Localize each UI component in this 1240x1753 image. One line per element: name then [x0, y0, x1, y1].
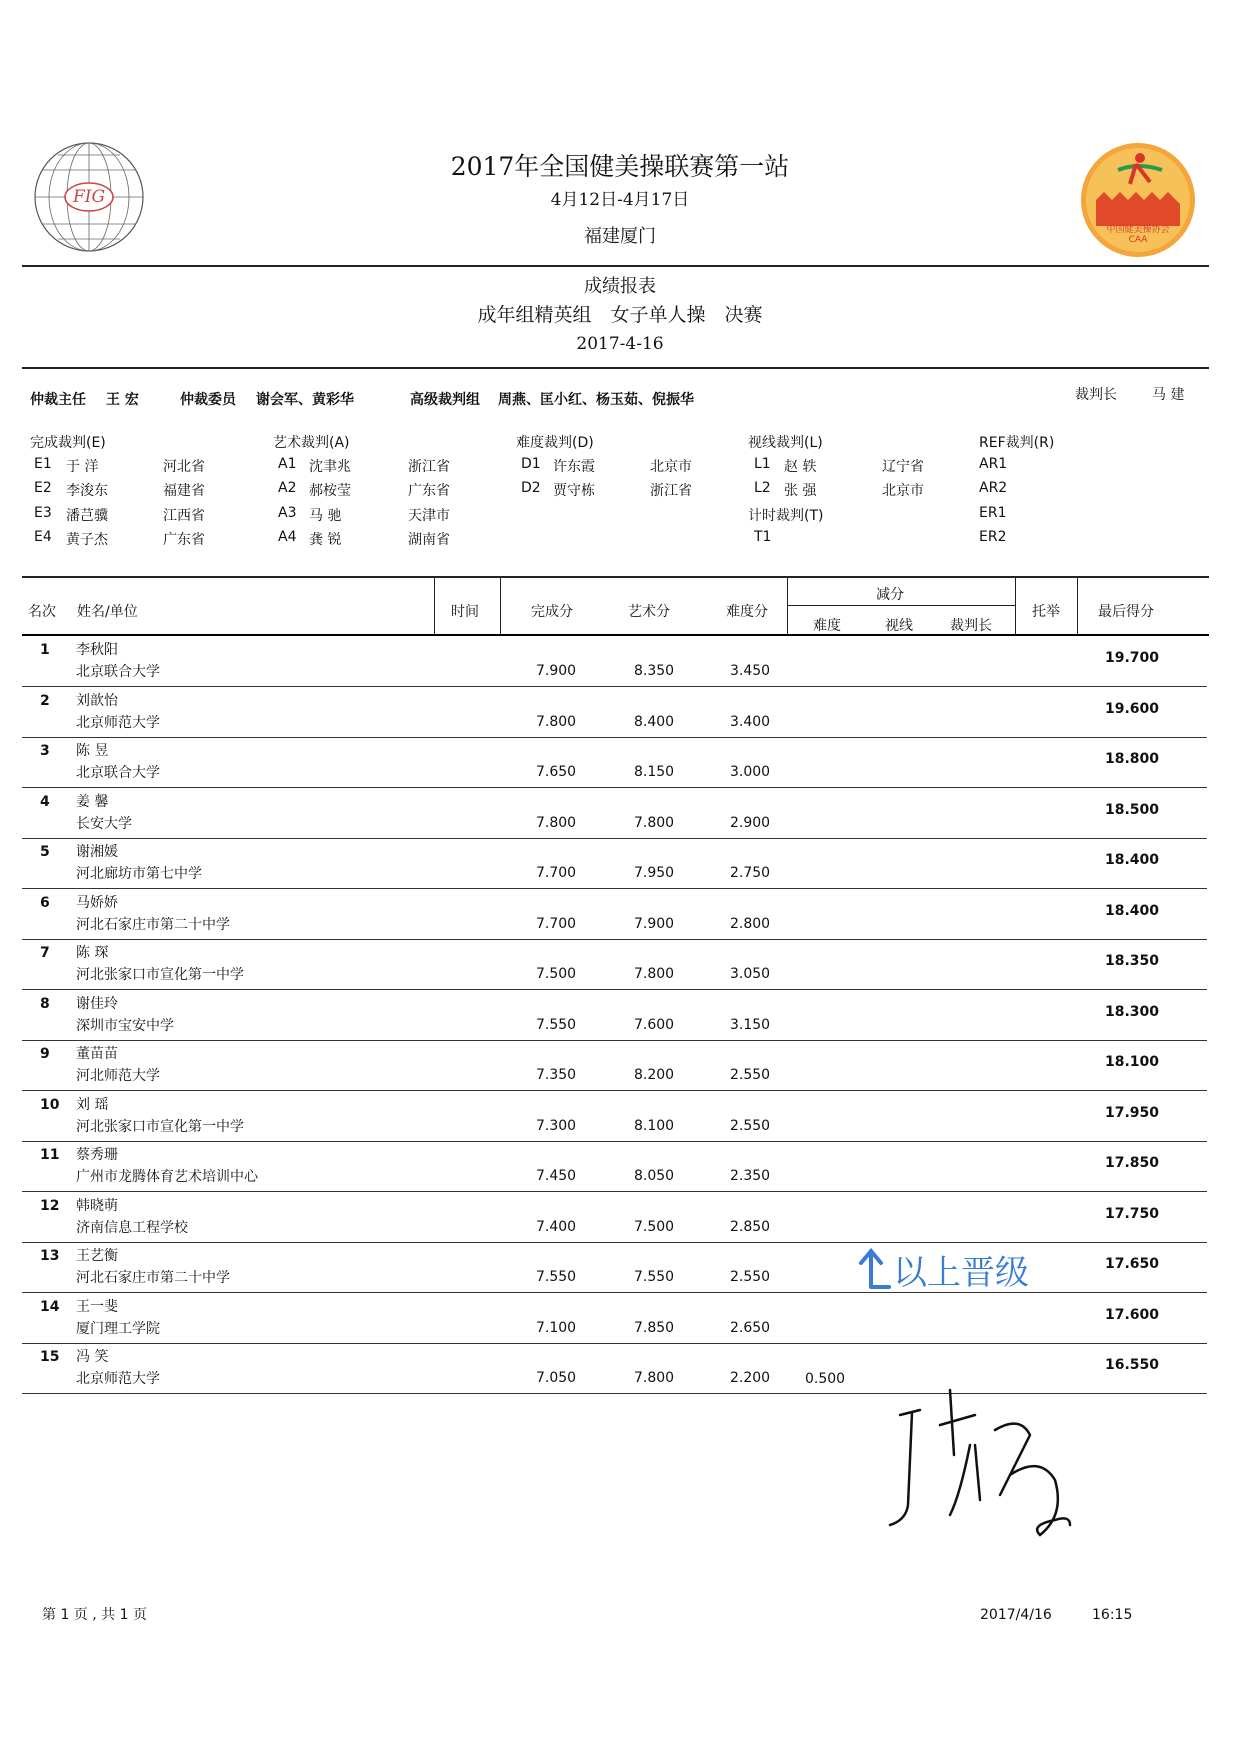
difficulty-score: 2.650	[730, 1319, 771, 1336]
judge-name: 赵 轶	[784, 459, 817, 475]
th-difficulty: 难度分	[726, 604, 768, 620]
athlete-name: 韩晓萌	[76, 1197, 118, 1214]
execution-score: 7.900	[536, 663, 577, 679]
athlete-unit: 河北张家口市宣化第一中学	[76, 1118, 244, 1135]
artistic-score: 7.850	[634, 1319, 675, 1336]
difficulty-score: 3.450	[730, 663, 771, 679]
athlete-name: 蔡秀珊	[76, 1147, 118, 1163]
final-score: 19.600	[1105, 700, 1160, 717]
final-score: 17.600	[1105, 1306, 1160, 1323]
page-number: 第 1 页 , 共 1 页	[42, 1607, 147, 1623]
difficulty-score: 3.000	[730, 764, 771, 780]
th-final: 最后得分	[1098, 604, 1154, 620]
table-row	[22, 687, 1207, 738]
caa-logo-abbr: CAA	[1128, 235, 1148, 245]
athlete-name: 冯 笑	[76, 1349, 109, 1365]
panel-label: 难度裁判(D)	[516, 435, 594, 451]
judge-code: D2	[521, 480, 541, 496]
execution-score: 7.550	[536, 1269, 577, 1285]
rank: 14	[40, 1298, 60, 1315]
table-row	[22, 737, 1207, 788]
athlete-unit: 河北廊坊市第七中学	[76, 866, 202, 882]
artistic-score: 7.600	[634, 1016, 675, 1033]
athlete-name: 王艺衡	[76, 1248, 118, 1264]
final-score: 17.850	[1105, 1155, 1160, 1171]
judge-name: 龚 锐	[309, 532, 342, 548]
judge-code: E3	[34, 505, 52, 521]
senior-panel: 周燕、匡小红、杨玉茹、倪振华	[498, 392, 694, 408]
table-row	[22, 1242, 1207, 1293]
execution-score: 7.450	[536, 1168, 577, 1184]
th-ded-difficulty: 难度	[813, 618, 841, 634]
difficulty-score: 2.850	[730, 1218, 771, 1235]
rank: 9	[40, 1046, 50, 1062]
final-score: 17.650	[1105, 1256, 1160, 1272]
rank: 6	[40, 894, 50, 911]
table-row	[22, 990, 1207, 1041]
th-rank: 名次	[28, 604, 56, 620]
table-row	[22, 889, 1207, 940]
judge-code: L2	[754, 480, 771, 496]
execution-score: 7.100	[536, 1319, 577, 1336]
report-date: 2017-4-16	[576, 334, 664, 354]
artistic-score: 8.350	[634, 663, 675, 679]
col-divider	[500, 577, 501, 634]
artistic-score: 7.800	[634, 966, 675, 982]
athlete-unit: 济南信息工程学校	[76, 1219, 188, 1236]
judge-code: AR1	[979, 456, 1008, 472]
judge-code: E2	[34, 480, 52, 496]
event-location: 福建厦门	[584, 226, 656, 247]
execution-score: 7.050	[536, 1370, 577, 1386]
artistic-score: 7.550	[634, 1269, 675, 1285]
header-divider	[22, 265, 1209, 267]
athlete-unit: 河北张家口市宣化第一中学	[76, 967, 244, 983]
jury-members-label: 仲裁委员	[180, 392, 236, 408]
fig-logo-text: FIG	[72, 187, 106, 207]
th-time: 时间	[451, 604, 479, 620]
athlete-name: 谢佳玲	[76, 995, 118, 1012]
final-score: 19.700	[1105, 650, 1160, 666]
final-score: 17.950	[1105, 1104, 1160, 1121]
judge-region: 北京市	[882, 483, 924, 499]
judge-region: 浙江省	[408, 459, 450, 475]
judge-code: E1	[34, 456, 52, 472]
execution-score: 7.300	[536, 1117, 577, 1134]
judge-code: L1	[754, 456, 771, 472]
athlete-name: 陈 琛	[76, 945, 109, 961]
athlete-unit: 河北石家庄市第二十中学	[76, 1270, 230, 1286]
judge-code: A2	[278, 480, 297, 496]
judge-region: 湖南省	[408, 532, 450, 548]
jury-chief-name: 王 宏	[106, 392, 139, 408]
artistic-score: 8.150	[634, 764, 675, 780]
print-date: 2017/4/16	[980, 1607, 1052, 1623]
print-time: 16:15	[1092, 1607, 1133, 1623]
difficulty-score: 3.150	[730, 1016, 771, 1033]
table-row	[22, 939, 1207, 990]
athlete-name: 董苗苗	[76, 1046, 118, 1062]
execution-score: 7.700	[536, 865, 577, 881]
judge-name: 贾守栋	[553, 483, 595, 499]
rank: 13	[40, 1248, 60, 1264]
table-row	[22, 1293, 1207, 1344]
rank: 10	[40, 1096, 60, 1113]
artistic-score: 7.950	[634, 865, 675, 881]
athlete-unit: 厦门理工学院	[76, 1320, 160, 1337]
judge-region: 广东省	[163, 532, 205, 548]
judge-region: 浙江省	[650, 483, 692, 499]
judge-name: 李浚东	[66, 483, 108, 499]
judge-name: 沈聿兆	[309, 459, 351, 475]
judge-region: 辽宁省	[882, 459, 924, 475]
judge-code: A3	[278, 505, 297, 521]
judge-region: 福建省	[163, 483, 205, 499]
qualified-note: 以上晋级	[893, 1253, 1029, 1293]
judge-code: E4	[34, 529, 52, 545]
table-row	[22, 1091, 1207, 1142]
panel-label: REF裁判(R)	[979, 435, 1055, 451]
judge-name: 马 驰	[309, 508, 342, 524]
athlete-unit: 广州市龙腾体育艺术培训中心	[76, 1169, 258, 1185]
judge-region: 河北省	[163, 459, 205, 475]
athlete-unit: 河北石家庄市第二十中学	[76, 916, 230, 933]
panel-label: 完成裁判(E)	[30, 435, 106, 451]
th-deductions: 减分	[876, 587, 904, 603]
panel-label: 计时裁判(T)	[748, 508, 824, 524]
difficulty-score: 2.550	[730, 1269, 771, 1285]
athlete-unit: 北京师范大学	[76, 1371, 160, 1387]
athlete-name: 刘歆怡	[76, 692, 118, 709]
judge-code: A1	[278, 456, 297, 472]
execution-score: 7.350	[536, 1067, 577, 1083]
panel-label: 视线裁判(L)	[748, 435, 823, 451]
rank: 1	[40, 642, 50, 658]
report-event: 成年组精英组 女子单人操 决赛	[477, 304, 763, 326]
judge-code: AR2	[979, 480, 1008, 496]
rank: 8	[40, 995, 50, 1012]
table-row	[22, 788, 1207, 839]
th-ded-line: 视线	[885, 618, 913, 634]
judge-name: 黄子杰	[66, 532, 108, 548]
artistic-score: 7.800	[634, 1370, 675, 1386]
table-top-border	[22, 576, 1209, 578]
athlete-name: 陈 昱	[76, 743, 109, 759]
execution-score: 7.500	[536, 966, 577, 982]
senior-panel-label: 高级裁判组	[410, 392, 480, 408]
judge-code: T1	[754, 529, 772, 545]
col-divider	[787, 577, 788, 634]
difficulty-score: 2.200	[730, 1370, 771, 1386]
artistic-score: 8.100	[634, 1117, 675, 1134]
artistic-score: 7.800	[634, 814, 675, 831]
deductions-subline	[787, 605, 1015, 606]
judge-name: 张 强	[784, 483, 817, 499]
artistic-score: 8.400	[634, 713, 675, 730]
rank: 3	[40, 743, 50, 759]
athlete-name: 王一斐	[76, 1298, 118, 1315]
rank: 15	[40, 1349, 60, 1365]
judge-code: ER1	[979, 505, 1007, 521]
difficulty-score: 2.550	[730, 1067, 771, 1083]
th-ded-head: 裁判长	[950, 618, 992, 634]
difficulty-score: 2.550	[730, 1117, 771, 1134]
judge-region: 天津市	[408, 508, 450, 524]
athlete-unit: 北京联合大学	[76, 765, 160, 781]
artistic-score: 7.500	[634, 1218, 675, 1235]
judge-name: 郝桉莹	[309, 483, 351, 499]
arrow-up-icon	[855, 1247, 891, 1289]
difficulty-score: 2.350	[730, 1168, 771, 1184]
difficulty-score: 2.900	[730, 814, 771, 831]
rank: 11	[40, 1147, 60, 1163]
final-score: 18.400	[1105, 902, 1160, 919]
athlete-unit: 北京联合大学	[76, 664, 160, 680]
difficulty-score: 3.050	[730, 966, 771, 982]
execution-score: 7.800	[536, 814, 577, 831]
execution-score: 7.700	[536, 915, 577, 932]
jury-chief-label: 仲裁主任	[30, 392, 86, 408]
panel-label: 艺术裁判(A)	[273, 435, 350, 451]
event-title: 2017年全国健美操联赛第一站	[450, 152, 790, 181]
event-dates: 4月12日-4月17日	[550, 190, 690, 210]
athlete-unit: 河北师范大学	[76, 1068, 160, 1084]
judge-name: 于 洋	[66, 459, 99, 475]
artistic-score: 8.200	[634, 1067, 675, 1083]
judge-name: 潘芑骥	[66, 508, 108, 524]
th-lift: 托举	[1032, 604, 1060, 620]
difficulty-score: 2.750	[730, 865, 771, 881]
final-score: 18.100	[1105, 1054, 1160, 1070]
difficulty-score: 3.400	[730, 713, 771, 730]
table-row	[22, 838, 1207, 889]
rank: 5	[40, 844, 50, 860]
officials-divider	[22, 367, 1209, 369]
final-score: 18.400	[1105, 852, 1160, 868]
execution-score: 7.650	[536, 764, 577, 780]
th-execution: 完成分	[531, 604, 573, 620]
athlete-name: 刘 瑶	[76, 1096, 109, 1113]
rank: 4	[40, 793, 50, 810]
final-score: 18.350	[1105, 953, 1160, 969]
athlete-name: 谢湘媛	[76, 844, 118, 860]
athlete-unit: 北京师范大学	[76, 714, 160, 731]
athlete-unit: 深圳市宝安中学	[76, 1017, 174, 1034]
judge-region: 广东省	[408, 483, 450, 499]
athlete-unit: 长安大学	[76, 815, 132, 832]
difficulty-score: 2.800	[730, 915, 771, 932]
table-row	[22, 636, 1207, 687]
execution-score: 7.550	[536, 1016, 577, 1033]
judge-region: 江西省	[163, 508, 205, 524]
table-row	[22, 1192, 1207, 1243]
athlete-name: 马娇娇	[76, 894, 118, 911]
rank: 12	[40, 1197, 60, 1214]
execution-score: 7.800	[536, 713, 577, 730]
col-divider	[1077, 577, 1078, 634]
final-score: 17.750	[1105, 1205, 1160, 1222]
jury-members: 谢会军、黄彩华	[256, 392, 354, 408]
execution-score: 7.400	[536, 1218, 577, 1235]
head-judge-label: 裁判长	[1075, 387, 1117, 403]
head-judge-name: 马 建	[1152, 387, 1185, 403]
th-artistic: 艺术分	[628, 604, 670, 620]
rank: 2	[40, 692, 50, 709]
col-divider	[1015, 577, 1016, 634]
judge-region: 北京市	[650, 459, 692, 475]
athlete-name: 李秋阳	[76, 642, 118, 658]
judge-code: A4	[278, 529, 297, 545]
report-title: 成绩报表	[584, 276, 656, 297]
judge-code: ER2	[979, 529, 1007, 545]
artistic-score: 8.050	[634, 1168, 675, 1184]
table-row	[22, 1040, 1207, 1091]
deduction-difficulty: 0.500	[805, 1371, 846, 1387]
final-score: 16.550	[1105, 1357, 1160, 1373]
judge-name: 许东霞	[553, 459, 595, 475]
th-name: 姓名/单位	[77, 604, 138, 620]
signature	[880, 1385, 1080, 1565]
judge-code: D1	[521, 456, 541, 472]
caa-logo-text: 中国健美操协会	[1106, 225, 1170, 235]
table-row	[22, 1141, 1207, 1192]
col-divider	[434, 577, 435, 634]
final-score: 18.800	[1105, 751, 1160, 767]
final-score: 18.300	[1105, 1003, 1160, 1020]
athlete-name: 姜 馨	[76, 793, 109, 810]
artistic-score: 7.900	[634, 915, 675, 932]
rank: 7	[40, 945, 50, 961]
final-score: 18.500	[1105, 801, 1160, 818]
